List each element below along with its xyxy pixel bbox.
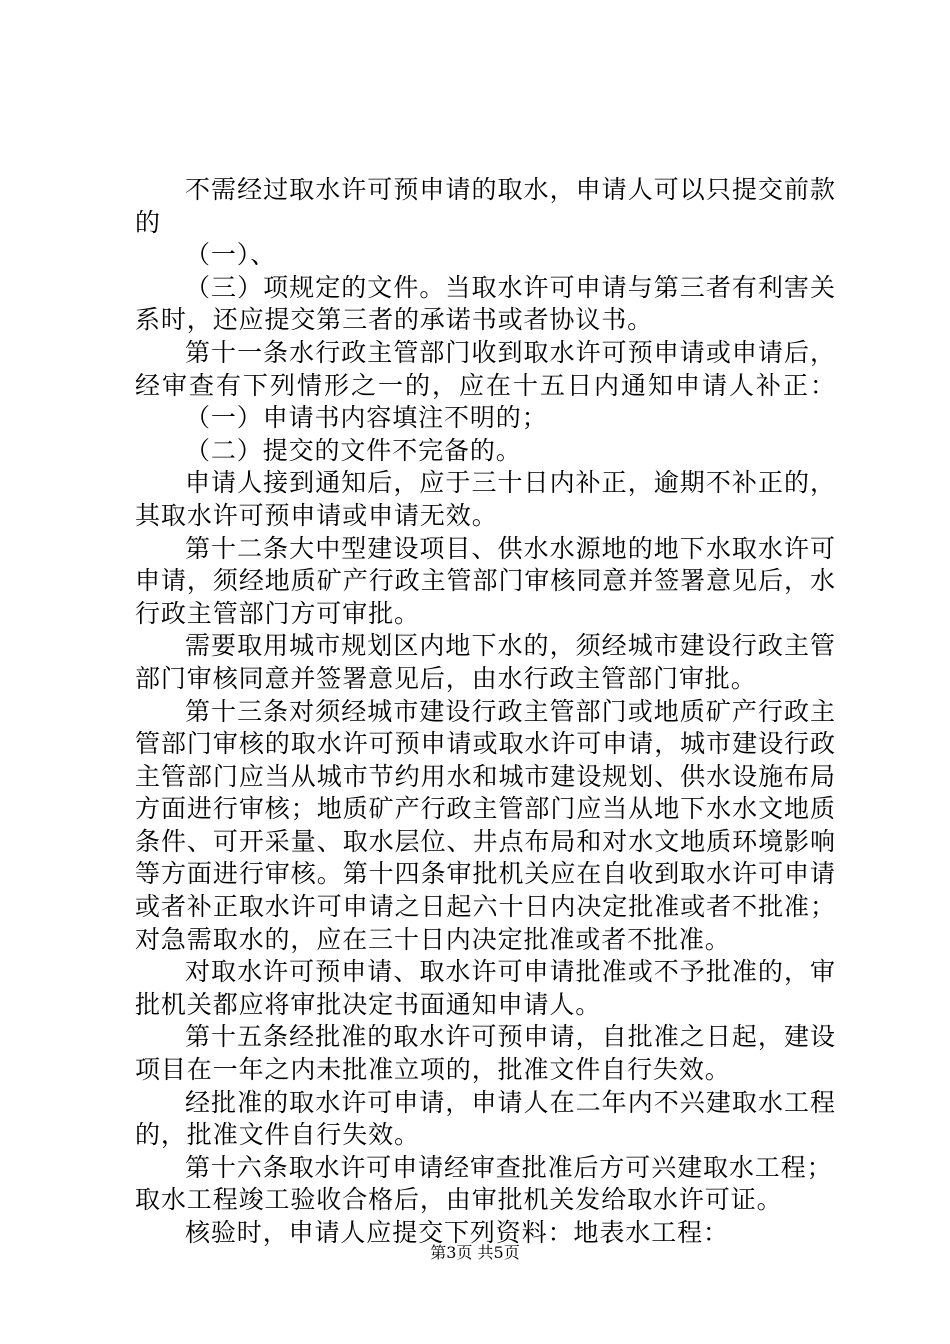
text-line: 经批准的取水许可申请，申请人在二年内不兴建取水工程: [185, 1087, 835, 1117]
text-line: 核验时，申请人应提交下列资料：地表水工程：: [185, 1218, 729, 1247]
text-line: 主管部门应当从城市节约用水和城市建设规划、供水设施布局: [135, 761, 835, 791]
text-line: （一）申请书内容填注不明的；: [185, 403, 548, 433]
text-line: 第十三条对须经城市建设行政主管部门或地质矿产行政主: [185, 696, 835, 726]
text-line: 申请人接到通知后，应于三十日内补正，逾期不补正的，: [185, 468, 835, 498]
text-line: 或者补正取水许可申请之日起六十日内决定批准或者不批准；: [135, 892, 835, 922]
text-line: 不需经过取水许可预申请的取水，申请人可以只提交前款: [185, 175, 835, 204]
text-line: 部门审核同意并签署意见后，由水行政主管部门审批。: [135, 663, 757, 693]
text-line: （一）、: [185, 240, 277, 270]
text-line: 第十五条经批准的取水许可预申请，自批准之日起，建设: [185, 1022, 835, 1052]
text-line: 条件、可开采量、取水层位、井点布局和对水文地质环境影响: [135, 826, 835, 856]
text-line: 第十六条取水许可申请经审查批准后方可兴建取水工程；: [185, 1152, 833, 1182]
text-line: 等方面进行审核。第十四条审批机关应在自收到取水许可申请: [135, 859, 835, 889]
text-line: 对急需取水的，应在三十日内决定批准或者不批准。: [135, 924, 731, 954]
text-line: 其取水许可预申请或申请无效。: [135, 500, 498, 530]
document-body: [135, 174, 835, 1250]
text-line: （三）项规定的文件。当取水许可申请与第三者有利害关: [185, 272, 835, 302]
text-line: 对取水许可预申请、取水许可申请批准或不予批准的，审: [185, 957, 835, 987]
text-line: 申请，须经地质矿产行政主管部门审核同意并签署意见后，水: [135, 566, 835, 596]
text-line: 项目在一年之内未批准立项的，批准文件自行失效。: [135, 1055, 731, 1085]
text-line: 取水工程竣工验收合格后，由审批机关发给取水许可证。: [135, 1185, 783, 1215]
text-line: （二）提交的文件不完备的。: [185, 435, 522, 465]
text-line: 行政主管部门方可审批。: [135, 598, 420, 628]
text-line: 管部门审核的取水许可预申请或取水许可申请，城市建设行政: [135, 729, 835, 759]
text-line: 第十一条水行政主管部门收到取水许可预申请或申请后，: [185, 337, 835, 367]
text-line: 经审查有下列情形之一的，应在十五日内通知申请人补正：: [135, 370, 835, 400]
text-line: 需要取用城市规划区内地下水的，须经城市建设行政主管: [185, 631, 835, 661]
text-line: 方面进行审核；地质矿产行政主管部门应当从地下水水文地质: [135, 794, 835, 824]
text-line: 系时，还应提交第三者的承诺书或者协议书。: [135, 305, 654, 335]
text-line: 第十二条大中型建设项目、供水水源地的地下水取水许可: [185, 533, 835, 563]
text-line: 的，批准文件自行失效。: [135, 1120, 420, 1150]
page-number-footer: 第3页 共5页: [430, 1243, 520, 1262]
text-line: 的: [135, 207, 161, 237]
text-line: 批机关都应将审批决定书面通知申请人。: [135, 989, 602, 1019]
